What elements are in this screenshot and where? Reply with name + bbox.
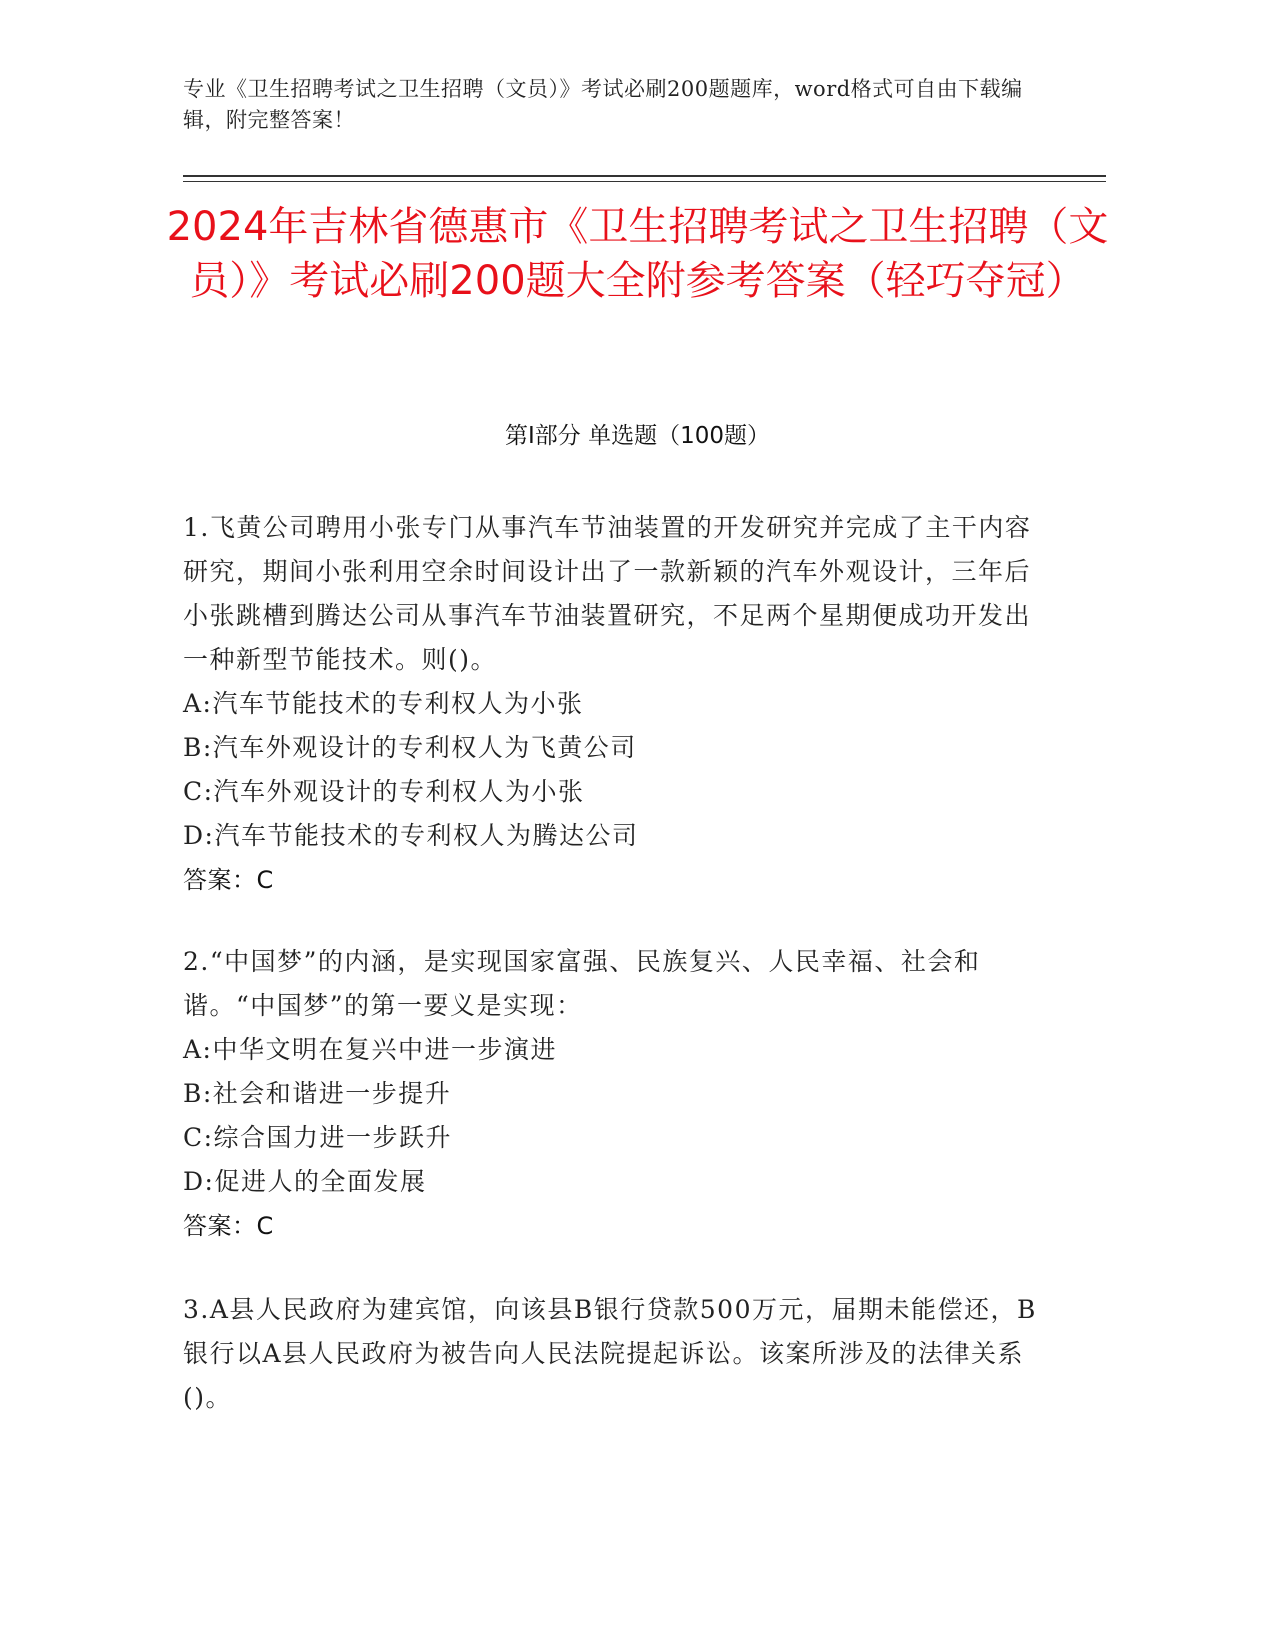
option-c: C:综合国力进一步跃升 (183, 1123, 453, 1152)
question-block (183, 1288, 1043, 1420)
question-stem: 3.A县人民政府为建宾馆，向该县B银行贷款500万元，届期未能偿还，B银行以A县人民政府为被告向人民法院提起诉讼。该案所涉及的法律关系()。 (183, 1295, 1037, 1412)
option-a: A:汽车节能技术的专利权人为小张 (183, 689, 584, 718)
question-stem: 2.“中国梦”的内涵，是实现国家富强、民族复兴、人民幸福、社会和谐。“中国梦”的第一要义是实现： (183, 947, 981, 1020)
question-block (183, 940, 1043, 1248)
answer-line: 答案：C (183, 866, 274, 894)
question-block (183, 506, 1043, 902)
header-divider-thin (183, 181, 1106, 182)
option-c: C:汽车外观设计的专利权人为小张 (183, 777, 585, 806)
header-divider-thick (183, 175, 1106, 177)
option-b: B:汽车外观设计的专利权人为飞黄公司 (183, 733, 637, 762)
header-note: 专业《卫生招聘考试之卫生招聘（文员）》考试必刷200题题库，word格式可自由下载编辑，附完整答案！ (183, 77, 1023, 132)
option-a: A:中华文明在复兴中进一步演进 (183, 1035, 557, 1064)
answer-line: 答案：C (183, 1212, 274, 1240)
option-b: B:社会和谐进一步提升 (183, 1079, 452, 1108)
section-heading: 第Ⅰ部分 单选题（100题） (505, 423, 770, 449)
question-stem: 1.飞黄公司聘用小张专门从事汽车节油装置的开发研究并完成了主干内容研究，期间小张利用空余时间设计出了一款新颖的汽车外观设计，三年后小张跳槽到腾达公司从事汽车节油装置研究，不足两个星期便成功开发出一种新型节能技术。则()。 (183, 513, 1032, 674)
option-d: D:促进人的全面发展 (183, 1167, 427, 1196)
document-title: 2024年吉林省德惠市《卫生招聘考试之卫生招聘（文员）》考试必刷200题大全附参考答案（轻巧夺冠） (166, 204, 1109, 304)
option-d: D:汽车节能技术的专利权人为腾达公司 (183, 821, 639, 850)
